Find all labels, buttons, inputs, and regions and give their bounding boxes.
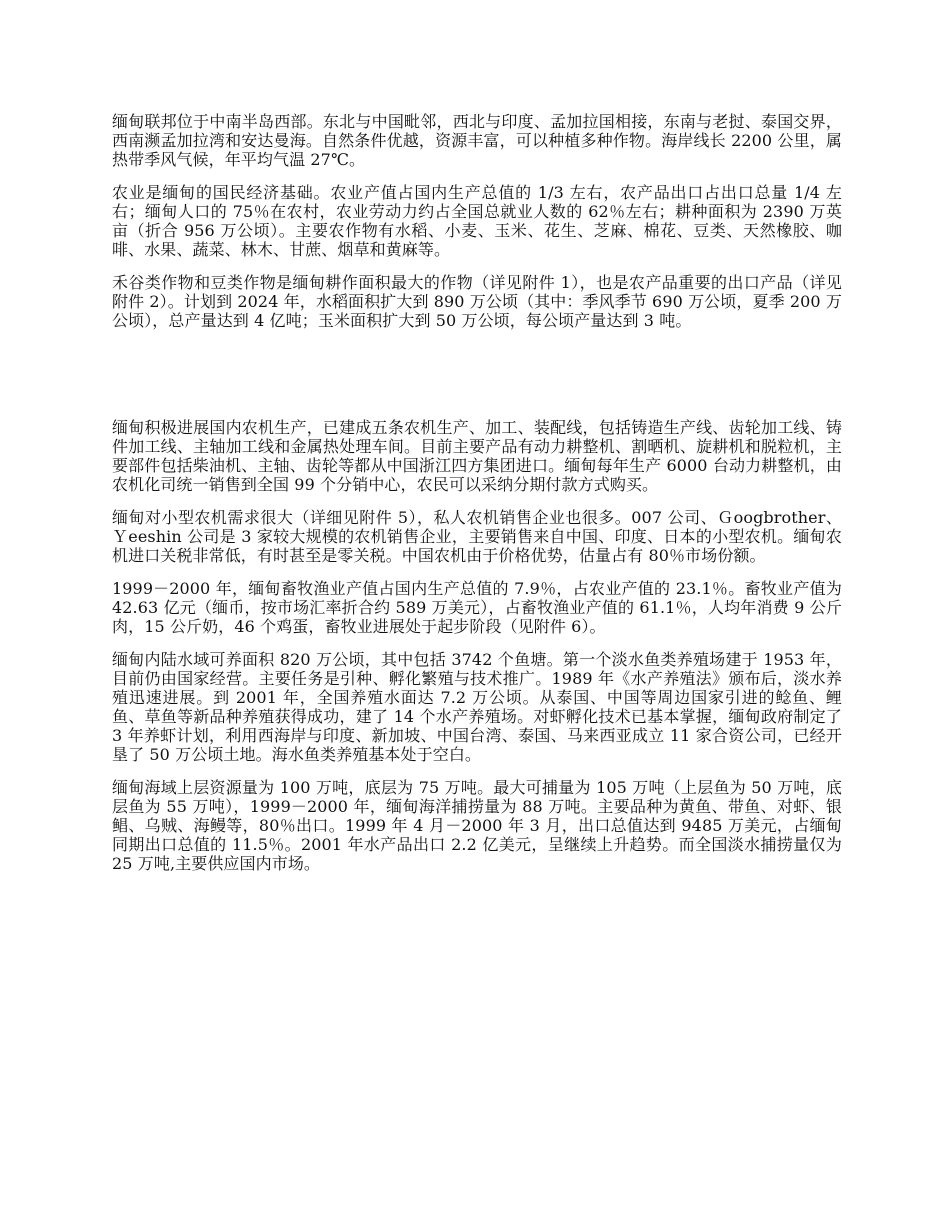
section-gap [112,344,842,418]
paragraph-marine-fishery: 缅甸海域上层资源量为 100 万吨，底层为 75 万吨。最大可捕量为 105 万吨（上层鱼为 50 万吨，底层鱼为 55 万吨），1999－2000 年，缅甸海洋捕捞量为 88 万吨。主要品种为黄鱼、带鱼、对虾、银鲳、乌贼、海鳗等，80％出口。1999 年 4 月－2000 年 3 月，出口总值达到 9485 万美元，占缅甸同期出口总值的 11.5％。2001 年水产品出口 2.2 亿美元，呈继续上升趋势。而全国淡水捕捞量仅为 25 万吨,主要供应国内市场。 [112,778,842,873]
paragraph-agriculture-base: 农业是缅甸的国民经济基础。农业产值占国内生产总值的 1/3 左右，农产品出口占出口总量 1/4 左右；缅甸人口的 75％在农村，农业劳动力约占全国总就业人数的 62％左右；耕种面积为 2390 万英亩（折合 956 万公顷）。主要农作物有水稻、小麦、玉米、花生、芝麻、棉花、豆类、天然橡胶、咖啡、水果、蔬菜、林木、甘蔗、烟草和黄麻等。 [112,183,842,259]
paragraph-small-machinery-demand: 缅甸对小型农机需求很大（详细见附件 5），私人农机销售企业也很多。007 公司、Ｇoogbrother、Ｙeeshin 公司是 3 家较大规模的农机销售企业，主要销售来自中国、印度、日本的小型农机。缅甸农机进口关税非常低，有时甚至是零关税。中国农机由于价格优势，估量占有 80％市场份额。 [112,508,842,565]
paragraph-farm-machinery-production: 缅甸积极进展国内农机生产，已建成五条农机生产、加工、装配线，包括铸造生产线、齿轮加工线、铸件加工线、主轴加工线和金属热处理车间。目前主要产品有动力耕整机、割晒机、旋耕机和脱粒机，主要部件包括柴油机、主轴、齿轮等都从中国浙江四方集团进口。缅甸每年生产 6000 台动力耕整机，由农机化司统一销售到全国 99 个分销中心，农民可以采纳分期付款方式购买。 [112,418,842,494]
paragraph-livestock: 1999－2000 年，缅甸畜牧渔业产值占国内生产总值的 7.9％，占农业产值的 23.1％。畜牧业产值为 42.63 亿元（缅币，按市场汇率折合约 589 万美元），占畜牧渔业产值的 61.1％，人均年消费 9 公斤肉，15 公斤奶，46 个鸡蛋，畜牧业进展处于起步阶段（见附件 6）。 [112,579,842,636]
document-body [112,112,842,887]
paragraph-aquaculture: 缅甸内陆水域可养面积 820 万公顷，其中包括 3742 个鱼塘。第一个淡水鱼类养殖场建于 1953 年，目前仍由国家经营。主要任务是引种、孵化繁殖与技术推广。1989 年《水产养殖法》颁布后，淡水养殖迅速进展。到 2001 年，全国养殖水面达 7.2 万公顷。从泰国、中国等周边国家引进的鲶鱼、鲤鱼、草鱼等新品种养殖获得成功，建了 14 个水产养殖场。对虾孵化技术已基本掌握，缅甸政府制定了 3 年养虾计划，利用西海岸与印度、新加坡、中国台湾、泰国、马来西亚成立 11 家合资公司，已经开垦了 50 万公顷土地。海水鱼类养殖基本处于空白。 [112,650,842,764]
paragraph-myanmar-overview: 缅甸联邦位于中南半岛西部。东北与中国毗邻，西北与印度、孟加拉国相接，东南与老挝、泰国交界，西南濒孟加拉湾和安达曼海。自然条件优越，资源丰富，可以种植多种作物。海岸线长 2200 公里，属热带季风气候，年平均气温 27℃。 [112,112,842,169]
paragraph-grain-crops: 禾谷类作物和豆类作物是缅甸耕作面积最大的作物（详见附件 1），也是农产品重要的出口产品（详见附件 2）。计划到 2024 年，水稻面积扩大到 890 万公顷（其中：季风季节 690 万公顷，夏季 200 万公顷），总产量达到 4 亿吨；玉米面积扩大到 50 万公顷，每公顷产量达到 3 吨。 [112,273,842,330]
